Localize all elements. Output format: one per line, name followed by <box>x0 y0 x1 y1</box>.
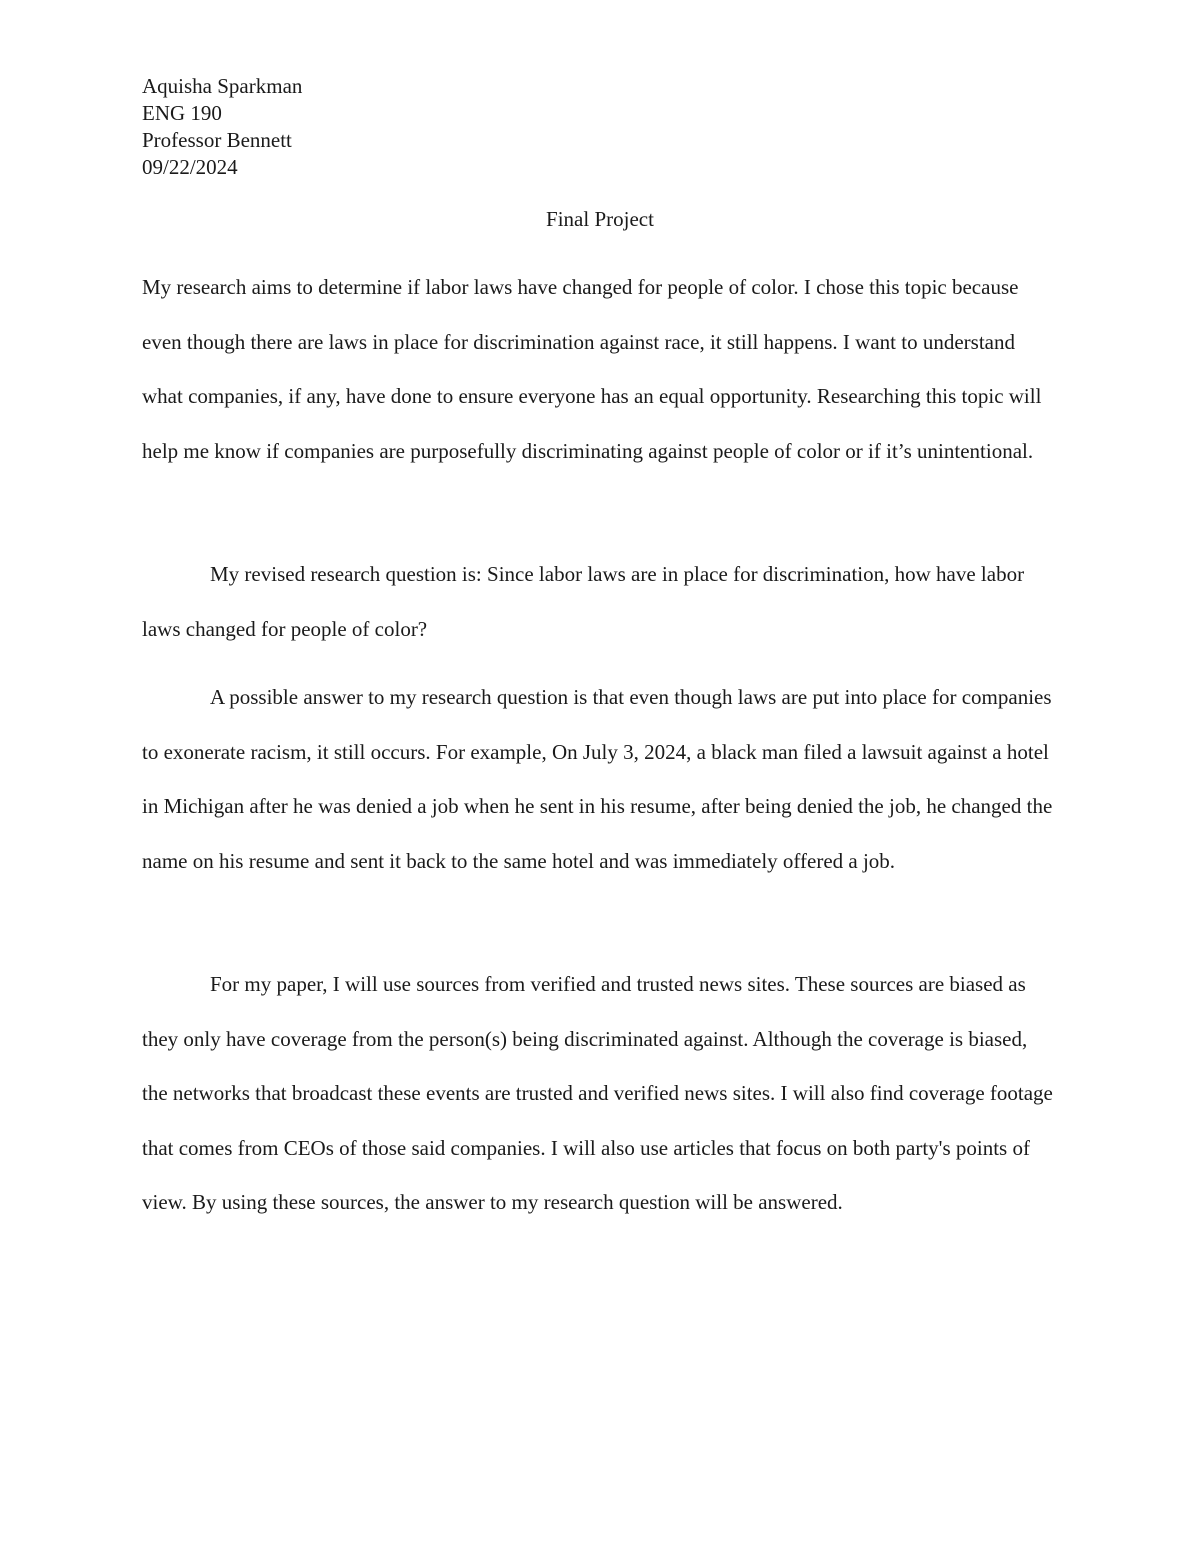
paragraph-research-aim: My research aims to determine if labor laws have changed for people of color. I chose this topic because even though there are laws in place for discrimination against race, it still happens. I want to understand what companies, if any, have done to ensure everyone has an equal opportunity. Researching this topic will help me know if companies are purposefully discriminating against people of color or if it’s unintentional. <box>142 275 1042 463</box>
heading-block <box>142 73 302 181</box>
author-name: Aquisha Sparkman <box>142 74 303 98</box>
paragraph-sources: For my paper, I will use sources from verified and trusted news sites. These sources are biased as they only have coverage from the person(s) being discriminated against. Although the coverage is biased, the networks that broadcast these events are trusted and verified news sites. I will also find coverage footage that comes from CEOs of those said companies. I will also use articles that focus on both party's points of view. By using these sources, the answer to my research question will be answered. <box>142 972 1053 1214</box>
paragraph-possible-answer: A possible answer to my research question is that even though laws are put into place for companies to exonerate racism, it still occurs. For example, On July 3, 2024, a black man filed a lawsuit against a hotel in Michigan after he was denied a job when he sent in his resume, after being denied the job, he changed the name on his resume and sent it back to the same hotel and was immediately offered a job. <box>142 685 1053 873</box>
submission-date: 09/22/2024 <box>142 155 238 179</box>
instructor-name: Professor Bennett <box>142 128 292 152</box>
course-name: ENG 190 <box>142 101 222 125</box>
paragraph-research-question: My revised research question is: Since labor laws are in place for discrimination, how have labor laws changed for people of color? <box>142 562 1025 641</box>
document-title: Final Project <box>546 207 654 231</box>
